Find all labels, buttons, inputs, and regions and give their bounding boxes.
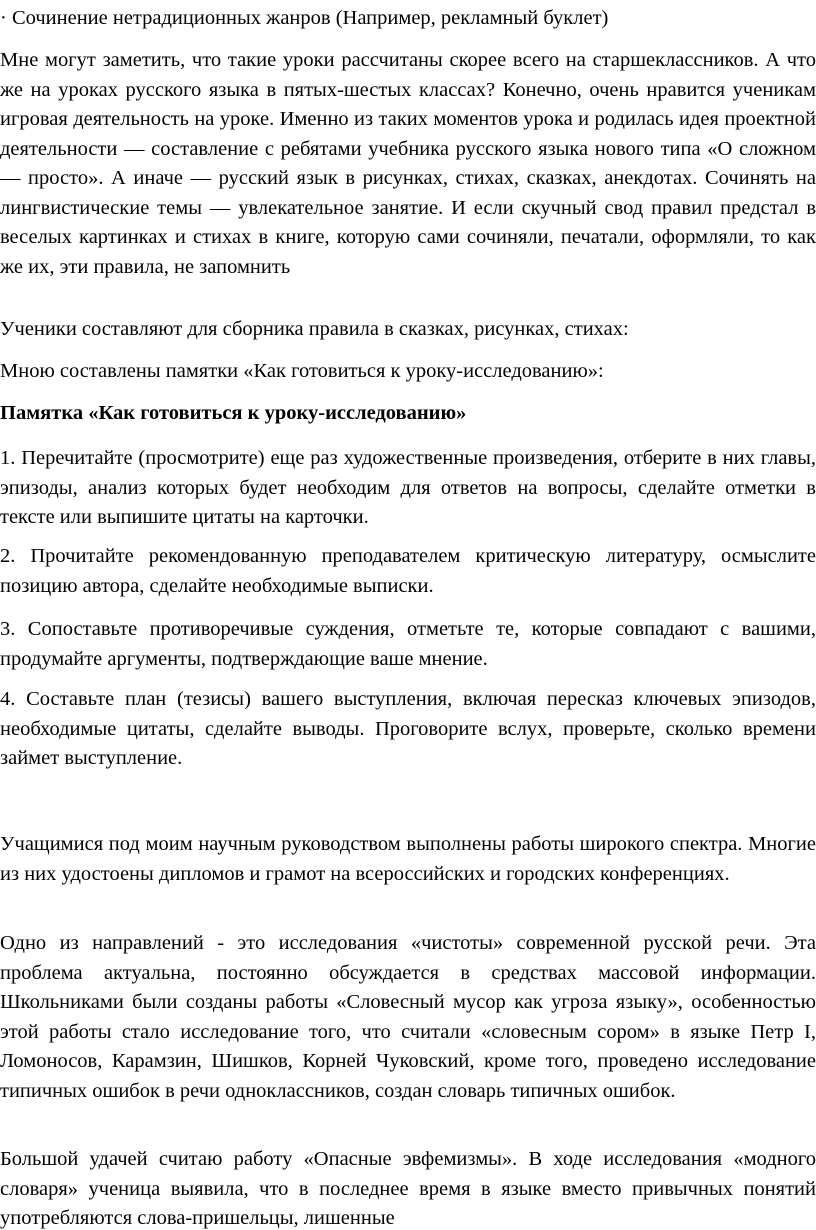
research-paragraph: Учащимися под моим научным руководством выполнены работы широкого спектра. Многие из них удостоены дипломов и грамот на всероссийских и городских конференциях. bbox=[0, 833, 816, 885]
intro-paragraph: Мне могут заметить, что такие уроки рассчитаны скорее всего на старшеклассников. А что же на уроках русского языка в пятых-шестых классах? Конечно, очень нравится ученикам игровая деятельность на уроке. Именно из таких моментов урока и родилась идея проектной деятельности — составление с ребятами учебника русского языка нового типа «О сложном — просто». А иначе — русский язык в рисунках, стихах, сказках, анекдотах. Сочинять на лингвистические темы — увлекательное занятие. И если скучный свод правил предстал в веселых картинках и стихах в книге, которую сами сочиняли, печатали, оформляли, то как же их, эти правила, не запомнить bbox=[0, 49, 816, 278]
purity-paragraph: Одно из направлений - это исследования «чистоты» современной русской речи. Эта проблема актуальна, постоянно обсуждается в средствах массовой информации. Школьниками были созданы работы «Словесный мусор как угроза языку», особенностью этой работы стало исследование того, что считали «словесным сором» в языке Петр I, Ломоносов, Карамзин, Шишков, Корней Чуковский, кроме того, проведено исследование типичных ошибок в речи одноклассников, создан словарь типичных ошибок. bbox=[0, 932, 816, 1102]
memo-step-4: 4. Составьте план (тезисы) вашего выступления, включая пересказ ключевых эпизодов, необходимые цитаты, сделайте выводы. Проговорите вслух, проверьте, сколько времени займет выступление. bbox=[0, 688, 816, 769]
students-compose-paragraph: Ученики составляют для сборника правила в сказках, рисунках, стихах: bbox=[0, 318, 629, 340]
memo-step-3: 3. Сопоставьте противоречивые суждения, отметьте те, которые совпадают с вашими, продумайте аргументы, подтверждающие ваше мнение. bbox=[0, 618, 816, 670]
bullet-line: · Сочинение нетрадиционных жанров (Например, рекламный буклет) bbox=[0, 7, 609, 29]
memo-step-2: 2. Прочитайте рекомендованную преподавателем критическую литературу, осмыслите позицию автора, сделайте необходимые выписки. bbox=[0, 545, 816, 597]
euphemisms-paragraph: Большой удачей считаю работу «Опасные эвфемизмы». В ходе исследования «модного словаря» ученица выявила, что в последнее время в языке вместо привычных понятий употребляются слова-пришельцы, лишенные bbox=[0, 1148, 816, 1229]
memo-title: Памятка «Как готовиться к уроку-исследованию» bbox=[0, 402, 467, 424]
memo-step-1: 1. Перечитайте (просмотрите) еще раз художественные произведения, отберите в них главы, эпизоды, анализ которых будет необходим для ответов на вопросы, сделайте отметки в тексте или выпишите цитаты на карточки. bbox=[0, 447, 816, 528]
memos-made-paragraph: Мною составлены памятки «Как готовиться к уроку-исследованию»: bbox=[0, 360, 604, 382]
